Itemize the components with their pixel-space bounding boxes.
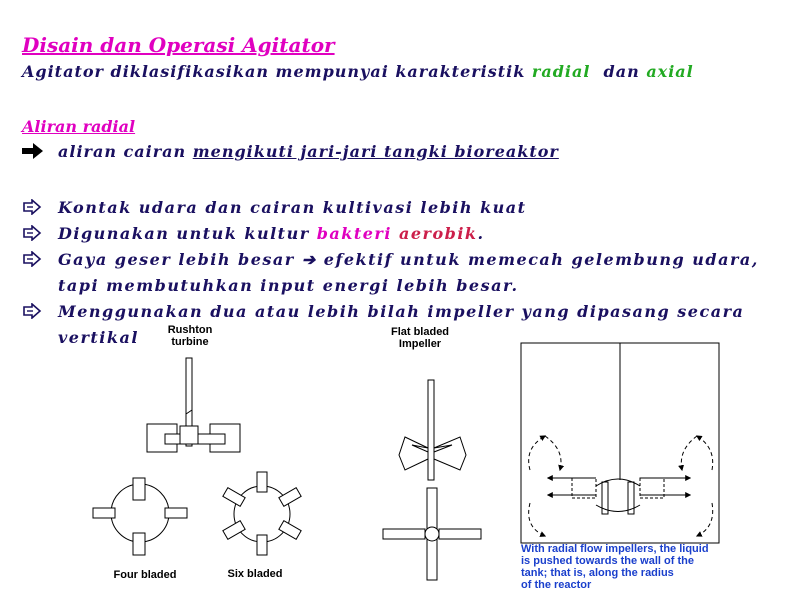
caption-line: With radial flow impellers, the liquid — [521, 543, 709, 555]
six-bladed-label: Six bladed — [227, 568, 283, 580]
slide-title: Disain dan Operasi Agitator — [22, 33, 335, 57]
flow-loop-lower-left — [529, 503, 545, 536]
bullet-text-part: bakteri — [316, 224, 392, 243]
flow-loop-upper-left — [529, 436, 545, 470]
bullet-item — [22, 247, 792, 299]
pointing-hand-icon — [22, 221, 42, 247]
flat-top-blade-down — [427, 538, 437, 580]
caption-line: tank; that is, along the radius — [521, 567, 674, 579]
tank-impeller-left-blade — [602, 482, 608, 514]
four-bladed-drawing — [93, 478, 187, 555]
rushton-turbine-drawing — [147, 358, 240, 452]
four-blade-right — [165, 508, 187, 518]
flat-top-blade-left — [383, 529, 425, 539]
pointing-hand-icon — [22, 247, 42, 273]
subtitle-radial: radial — [531, 62, 591, 81]
flow-loop-upper-right — [697, 436, 713, 470]
rushton-shaft — [186, 358, 192, 446]
rushton-disc — [165, 434, 225, 444]
flat-blade-left — [399, 437, 428, 470]
pointing-hand-icon — [22, 195, 42, 221]
six-blade-1 — [257, 472, 267, 492]
rushton-blade-left — [147, 424, 177, 452]
slide-subtitle — [22, 62, 694, 81]
subtitle-axial: axial — [646, 62, 694, 81]
tank-impeller-bottom — [596, 505, 640, 512]
bullet-text-part: aerobik — [391, 224, 478, 243]
flat-top-hub — [425, 527, 439, 541]
six-blade-2 — [279, 488, 301, 507]
flat-label-line-1: Flat bladed — [390, 326, 450, 338]
bullet-text-part: Digunakan untuk kultur — [58, 224, 317, 243]
four-blade-bottom — [133, 533, 145, 555]
subtitle-prefix: Agitator diklasifikasikan mempunyai karakteristik — [22, 62, 532, 81]
six-blade-4 — [257, 535, 267, 555]
flat-label-line-2: Impeller — [398, 338, 442, 350]
rushton-blade-right — [210, 424, 240, 452]
section-heading: Aliran radial — [22, 117, 136, 136]
caption-line: is pushed towards the wall of the — [521, 555, 694, 567]
pointing-hand-icon — [22, 299, 42, 325]
four-bladed-disc — [111, 484, 169, 542]
flow-loop-upper-right-return — [681, 436, 697, 470]
arrow-line-underlined: mengikuti jari-jari tangki bioreaktor — [192, 142, 559, 161]
bullet-item — [22, 195, 792, 221]
flow-loop-upper-left-return — [545, 436, 561, 470]
six-blade-5 — [223, 521, 245, 540]
bullet-text-part: Kontak udara dan cairan kultivasi lebih kuat — [58, 198, 527, 217]
subtitle-middle: dan — [590, 62, 647, 81]
six-bladed-drawing — [223, 472, 301, 555]
rushton-hub — [180, 426, 198, 444]
flat-top-blade-up — [427, 488, 437, 530]
flat-shaft — [428, 380, 434, 480]
flat-blade-fold-right — [434, 445, 452, 452]
rushton-label-line-2: turbine — [171, 336, 209, 348]
tank-wall — [521, 343, 719, 543]
bullet-item — [22, 221, 792, 247]
bullet-text-part: efektif untuk memecah gelembung udara, tapi membutuhkan input energi lebih besar. — [58, 250, 766, 295]
bullet-text-part: Gaya geser lebih besar — [58, 250, 302, 269]
flat-bladed-side-drawing — [399, 380, 466, 480]
radial-flow-caption — [521, 543, 751, 591]
flat-top-blade-right — [439, 529, 481, 539]
rushton-label-line-1: Rushton — [167, 324, 213, 336]
tank-flow-box-right — [640, 478, 664, 498]
four-blade-left — [93, 508, 115, 518]
bullet-text-part: ➔ — [301, 250, 317, 269]
four-blade-top — [133, 478, 145, 500]
arrow-line — [22, 142, 559, 161]
rushton-turbine-label — [155, 324, 225, 348]
tank-flow-box-left — [572, 478, 596, 498]
caption-line: of the reactor — [521, 579, 592, 591]
bullet-text-part: Menggunakan dua atau lebih bilah impeller yang dipasang secara vertikal — [58, 302, 752, 347]
four-bladed-label: Four bladed — [113, 569, 177, 581]
flat-blade-right — [434, 437, 466, 470]
tank-impeller-right-blade — [628, 482, 634, 514]
arrow-line-prefix: aliran cairan — [58, 142, 193, 161]
six-bladed-disc — [234, 486, 290, 542]
rushton-shaft-mark — [186, 410, 192, 414]
tank-impeller-top — [596, 479, 640, 486]
arrow-right-icon — [22, 143, 44, 159]
radial-flow-tank-drawing — [521, 343, 719, 543]
six-blade-3 — [279, 521, 301, 540]
six-blade-6 — [223, 488, 245, 507]
flat-bladed-top-drawing — [383, 488, 481, 580]
flat-bladed-impeller-label — [380, 326, 460, 350]
flat-blade-fold-left — [412, 445, 428, 452]
bullet-text-part: . — [477, 224, 485, 243]
flow-loop-lower-right — [697, 503, 713, 536]
